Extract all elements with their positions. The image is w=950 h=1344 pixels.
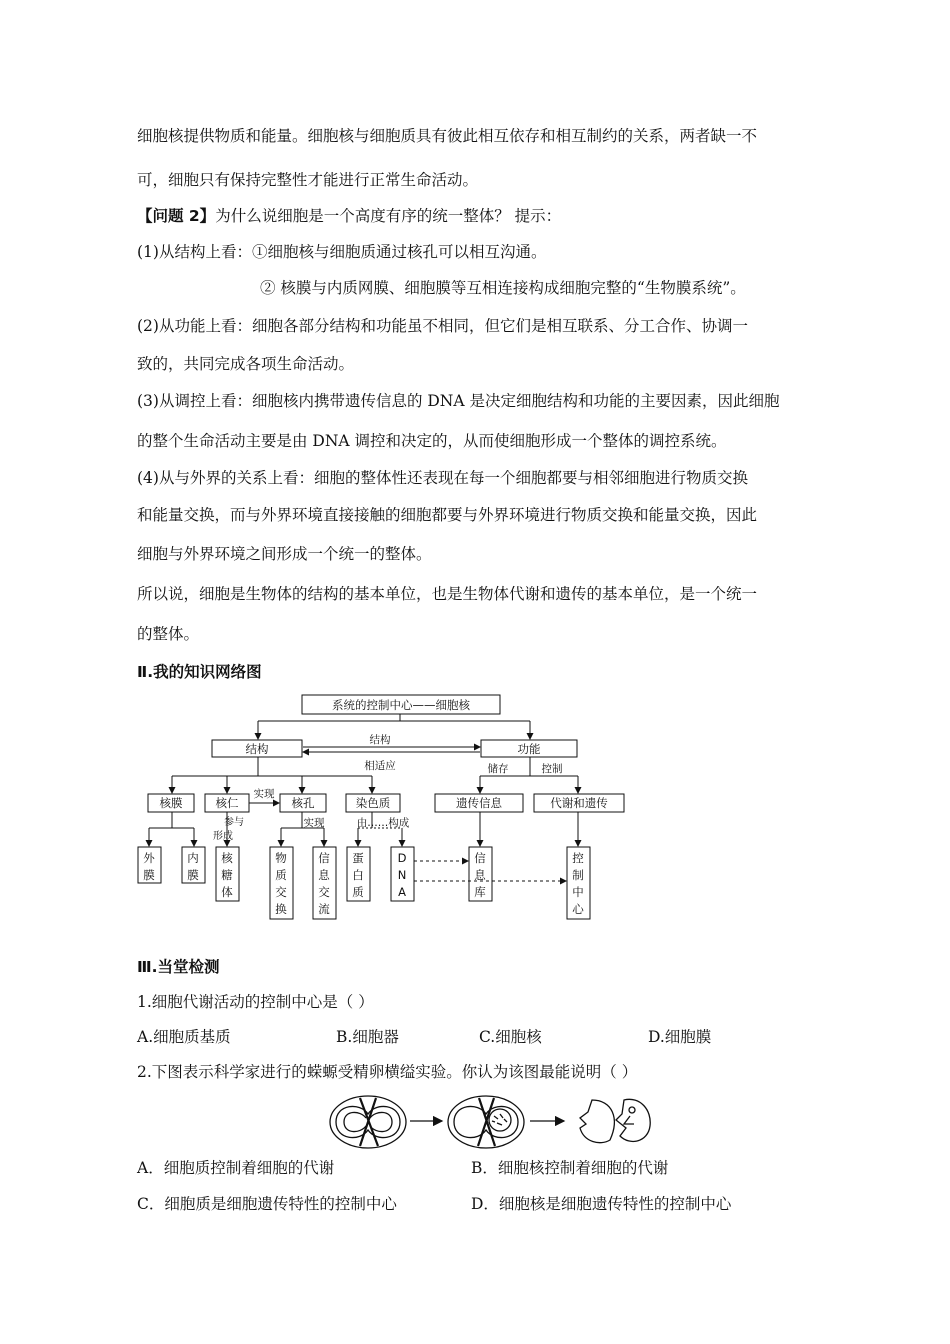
question-1-option-c: C.细胞核 [479, 1028, 542, 1046]
question-1-stem: 1.细胞代谢活动的控制中心是（ ） [137, 993, 374, 1011]
control-center-char-4: 心 [572, 902, 584, 916]
paragraph-line-2: 可，细胞只有保持完整性才能进行正常生命活动。 [137, 171, 479, 189]
material-exchange-char-1: 物 [275, 851, 287, 865]
protein-char-1: 蛋 [352, 851, 364, 865]
edge-structure-label: 结构 [369, 734, 391, 746]
conclusion-line-2: 的整体。 [137, 625, 200, 643]
dna-char-1: D [397, 851, 407, 865]
info-exchange-char-1: 信 [318, 851, 330, 865]
environment-point-line-2: 和能量交换，而与外界环境直接接触的细胞都要与外界环境进行物质交换和能量交换，因此 [137, 506, 758, 524]
ribosome-char-3: 体 [221, 885, 233, 899]
structure-point-1: (1)从结构上看：①细胞核与细胞质通过核孔可以相互沟通。 [137, 243, 547, 261]
question-2-line [137, 206, 561, 226]
control-label: 控制 [541, 763, 563, 775]
membrane-label: 核膜 [159, 796, 183, 810]
control-point-line-2: 的整个生命活动主要是由 DNA 调控和决定的，从而使细胞形成一个整体的调控系统。 [137, 432, 727, 450]
protein-char-2: 白 [352, 868, 364, 882]
edge-adapt-label: 相适应 [364, 760, 396, 772]
paragraph-line-1: 细胞核提供物质和能量。细胞核与细胞质具有彼此相互依存和相互制约的关系，两者缺一不 [137, 127, 758, 145]
composed-label: 由……构成 [356, 817, 410, 829]
question-2-label: 【问题 2】 [137, 207, 216, 225]
control-center-char-1: 控 [572, 851, 584, 865]
control-center-char-3: 中 [572, 885, 584, 899]
participate-label-2: 形成 [213, 831, 233, 842]
control-center-char-2: 制 [572, 868, 584, 882]
store-label: 储存 [487, 763, 509, 775]
question-2-option-c: C．细胞质是细胞遗传特性的控制中心 [137, 1195, 397, 1213]
question-1-option-b: B.细胞器 [336, 1028, 399, 1046]
metabolism-heredity-label: 代谢和遗传 [550, 796, 608, 810]
function-point-line-2: 致的，共同完成各项生命活动。 [137, 355, 355, 373]
material-exchange-char-2: 质 [275, 868, 287, 882]
realize-label-2: 实现 [303, 817, 325, 829]
question-1-option-d: D.细胞膜 [648, 1028, 712, 1046]
conclusion-line-1: 所以说，细胞是生物体的结构的基本单位，也是生物体代谢和遗传的基本单位，是一个统一 [137, 585, 758, 603]
inner-membrane-char-2: 膜 [187, 868, 199, 882]
info-store-char-1: 信 [474, 851, 486, 865]
function-label: 功能 [517, 742, 541, 756]
dna-char-3: A [398, 885, 406, 899]
material-exchange-char-4: 换 [275, 902, 287, 916]
inner-membrane-char-1: 内 [187, 851, 199, 865]
info-exchange-char-3: 交 [318, 885, 330, 899]
chromatin-label: 染色质 [355, 796, 391, 810]
half-without-nucleus [580, 1100, 614, 1143]
question-2-text: 为什么说细胞是一个高度有序的统一整体？ 提示： [215, 207, 562, 225]
structure-label: 结构 [245, 742, 269, 756]
environment-point-line-3: 细胞与外界环境之间形成一个统一的整体。 [137, 545, 432, 563]
nucleolus-label: 核仁 [215, 796, 239, 810]
ribosome-char-2: 糖 [221, 868, 233, 882]
info-store-char-2: 息 [474, 868, 486, 882]
info-exchange-char-4: 流 [318, 902, 330, 916]
question-2-option-a: A．细胞质控制着细胞的代谢 [137, 1159, 335, 1177]
genetic-info-label: 遗传信息 [456, 796, 502, 810]
section-2-title: Ⅱ.我的知识网络图 [137, 663, 262, 681]
question-1-option-a: A.细胞质基质 [137, 1028, 231, 1046]
root-label: 系统的控制中心——细胞核 [332, 698, 470, 712]
outer-membrane-char-1: 外 [143, 851, 155, 865]
question-2-option-d: D．细胞核是细胞遗传特性的控制中心 [471, 1195, 732, 1213]
info-store-char-3: 库 [474, 885, 486, 899]
function-point-line-1: (2)从功能上看：细胞各部分结构和功能虽不相同，但它们是相互联系、分工合作、协调一 [137, 317, 748, 335]
outer-membrane-char-2: 膜 [143, 868, 155, 882]
control-point-line-1: (3)从调控上看：细胞核内携带遗传信息的 DNA 是决定细胞结构和功能的主要因素，因此细胞 [137, 392, 780, 410]
protein-char-3: 质 [352, 885, 364, 899]
half-with-nucleus [616, 1099, 650, 1141]
question-2-stem: 2.下图表示科学家进行的蝾螈受精卵横缢实验。你认为该图最能说明（ ） [137, 1063, 638, 1081]
material-exchange-char-3: 交 [275, 885, 287, 899]
realize-label-1: 实现 [253, 788, 275, 800]
newt-egg-experiment-figure [0, 1088, 950, 1158]
environment-point-line-1: (4)从与外界的关系上看：细胞的整体性还表现在每一个细胞都要与相邻细胞进行物质交换 [137, 469, 748, 487]
ribosome-char-1: 核 [221, 851, 233, 865]
structure-point-2: ② 核膜与内质网膜、细胞膜等互相连接构成细胞完整的“生物膜系统”。 [260, 279, 746, 297]
knowledge-network-diagram [0, 688, 950, 928]
info-exchange-char-2: 息 [318, 868, 330, 882]
section-3-title: Ⅲ.当堂检测 [137, 958, 220, 976]
participate-label-1: 参与 [224, 817, 244, 828]
pore-label: 核孔 [291, 796, 315, 810]
question-2-option-b: B．细胞核控制着细胞的代谢 [471, 1159, 669, 1177]
dna-char-2: N [397, 868, 407, 882]
